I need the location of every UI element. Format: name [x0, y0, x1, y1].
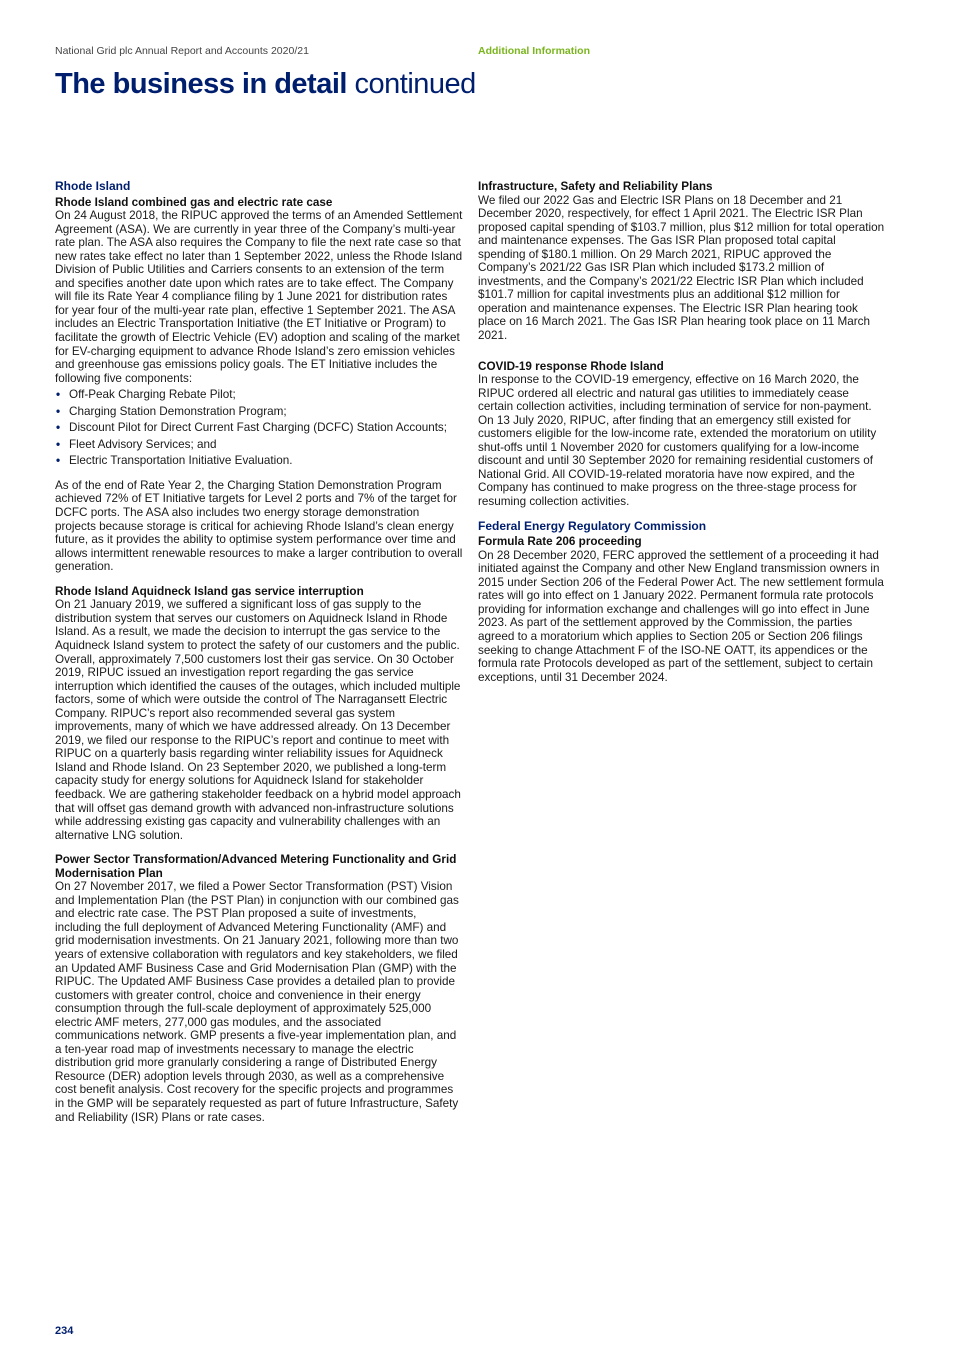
paragraph-power-sector: On 27 November 2017, we filed a Power Sector Transformation (PST) Vision and Implementation Plan (the PST Plan) in conjunction with our combined gas and electric rate case. The PST Plan proposed a suite of investments, including the full deployment of Advanced Metering Functionality (AMF) and grid modernisation investments. On 21 January 2021, following more than two years of extensive collaboration with regulators and key stakeholders, we filed an Updated AMF Business Case and Grid Modernisation Plan (GMP) with the RIPUC. The Updated AMF Business Case provides a detailed plan to provide customers with greater control, choice and convenience in their energy consumption through the full-scale deployment of approximately 525,000 electric AMF meters, 277,000 gas modules, and the associated communications network. GMP presents a five-year implementation plan, and a ten-year road map of investments necessary to manage the electric distribution grid more granularly considering a range of Distributed Energy Resource (DER) adoption levels through 2030, as well as a comprehensive cost benefit analysis. Cost recovery for the specific projects and programmes in the GMP will be separately requested as part of future Infrastructure, Safety and Reliability (ISR) Plans or rate cases. — [55, 880, 459, 1124]
list-item: • Electric Transportation Initiative Evaluation. — [55, 454, 463, 468]
paragraph-isr: We filed our 2022 Gas and Electric ISR Plans on 18 December and 21 December 2020, respectively, for effect 1 April 2021. The Electric ISR Plan proposed capital spending of $103.7 million, plus $12 million for total operation and maintenance expenses. The Gas ISR Plan proposed total capital spending of $180.1 million. On 29 March 2021, RIPUC approved the Company’s 2021/22 Gas ISR Plan which included $173.2 million of investments, and the Company’s 2021/22 Electric ISR Plan which included $101.7 million for capital investments plus an additional $12 million for operation and maintenance expenses. The Electric ISR Plan hearing took place on 16 March 2021. The Gas ISR Plan hearing took place on 11 March 2021. — [478, 193, 885, 343]
page-title — [55, 68, 476, 101]
paragraph-formula-rate: On 28 December 2020, FERC approved the settlement of a proceeding it had initiated against the Company and other New England transmission owners in 2015 under Section 206 of the Federal Power Act. The new settlement formula rates will go into effect on 1 January 2022. Permanent formula rate protocols providing for information exchange and challenges will go into effect in June 2023. As part of the settlement approved by the Commission, the parties agreed to a moratorium which applies to Section 205 or Section 206 filings seeking to change Attachment F of the ISO-NE OATT, its appendices or the formula rate Protocols developed as part of the settlement, subject to certain exceptions, until 31 December 2024. — [478, 548, 884, 684]
paragraph-rate-year-2: As of the end of Rate Year 2, the Charging Station Demonstration Program achieved 72% of ET Initiative targets for Level 2 ports and 7% of the target for DCFC ports. The ASA also includes two energy storage demonstration projects because storage is critical for achieving Rhode Island’s clean energy future, as it provides the ability to optimise system performance over time and allows intermittent renewable resources to make a larger contribution to overall generation. — [55, 478, 463, 574]
page-title-light: continued — [354, 68, 476, 100]
section-heading-rhode-island: Rhode Island — [55, 179, 131, 193]
section-heading-ferc: Federal Energy Regulatory Commission — [478, 518, 707, 533]
list-item: • Charging Station Demonstration Program; — [55, 405, 463, 419]
subheading-isr: Infrastructure, Safety and Reliability Plans — [478, 180, 713, 193]
list-item: • Discount Pilot for Direct Current Fast Charging (DCFC) Station Accounts; — [55, 421, 463, 435]
subheading-formula-rate: Formula Rate 206 proceeding — [478, 535, 642, 549]
subheading-power-sector: Power Sector Transformation/Advanced Metering Functionality and Grid Modernisation Plan — [55, 853, 457, 880]
paragraph-aquidneck: On 21 January 2019, we suffered a significant loss of gas supply to the distribution system that serves our customers on Aquidneck Island in Rhode Island. As a result, we made the decision to interrupt the gas service to the Aquidneck Island system to protect the safety of our customers and the public. Overall, approximately 7,500 customers lost their gas service. On 30 October 2019, RIPUC issued an investigation report regarding the gas service interruption which identified the causes of the outages, which included multiple factors, some of which were outside the control of The Narragansett Electric Company. RIPUC’s report also recommended several gas system improvements, many of which we have addressed already. On 13 December 2019, we filed our response to the RIPUC’s report and continue to meet with RIPUC on a quarterly basis regarding winter reliability issues for Aquidneck Island and Rhode Island. On 23 September 2020, we published a long-term capacity study for energy solutions for Aquidneck Island for stakeholder feedback. We are gathering stakeholder feedback on a hybrid model approach that will offset gas demand growth with advanced non-infrastructure solutions while addressing existing gas capacity and vulnerability challenges with an alternative LNG solution. — [55, 598, 461, 842]
list-item: • Off-Peak Charging Rebate Pilot; — [55, 388, 463, 402]
et-initiative-list — [55, 388, 463, 468]
subheading-rate-case: Rhode Island combined gas and electric rate case — [55, 195, 333, 209]
paragraph-rate-case: On 24 August 2018, the RIPUC approved the terms of an Amended Settlement Agreement (ASA). We are currently in year three of the Company’s multi-year rate plan. The ASA also requires the Company to file the next rate case so that new rates take effect no later than 1 September 2022, unless the Rhode Island Division of Public Utilities and Carriers consents to an extension of the term and specifies another date upon which rates are to take effect. The Company will file its Rate Year 4 compliance filing by 1 June 2021 for distribution rates for year four of the multi-year rate plan, effective 1 September 2021. The ASA includes an Electric Transportation Initiative (the ET Initiative or Program) to facilitate the growth of Electric Vehicle (EV) adoption and scaling of the market for EV-charging equipment to advance Rhode Island’s zero emission vehicles and greenhouse gas emissions policy goals. The ET Initiative includes the following five components: — [55, 209, 463, 385]
left-column — [55, 180, 463, 1135]
page-title-bold: The business in detail — [55, 68, 347, 100]
paragraph-covid: In response to the COVID-19 emergency, effective on 16 March 2020, the RIPUC ordered all electric and natural gas utilities to immediately cease certain collection activities, including termination of service for non-payment. On 13 July 2020, RIPUC, after finding that an emergency still existed for customers eligible for the low-income rate, extended the moratorium on utility shut-offs until 1 November 2020 for customers qualifying for a low-income discount and until 30 September 2020 for remaining residential customers of National Grid. All COVID-19-related moratoria have now expired, and the Company has continued to make progress on the three-stage process for resuming collection activities. — [478, 373, 877, 509]
section-label: Additional Information — [478, 45, 590, 57]
page-number: 234 — [55, 1325, 74, 1337]
subheading-covid: COVID-19 response Rhode Island — [478, 359, 664, 373]
right-column — [478, 180, 886, 695]
subheading-aquidneck: Rhode Island Aquidneck Island gas service interruption — [55, 584, 364, 598]
report-title: National Grid plc Annual Report and Accounts 2020/21 — [55, 45, 309, 57]
list-item: • Fleet Advisory Services; and — [55, 438, 463, 452]
